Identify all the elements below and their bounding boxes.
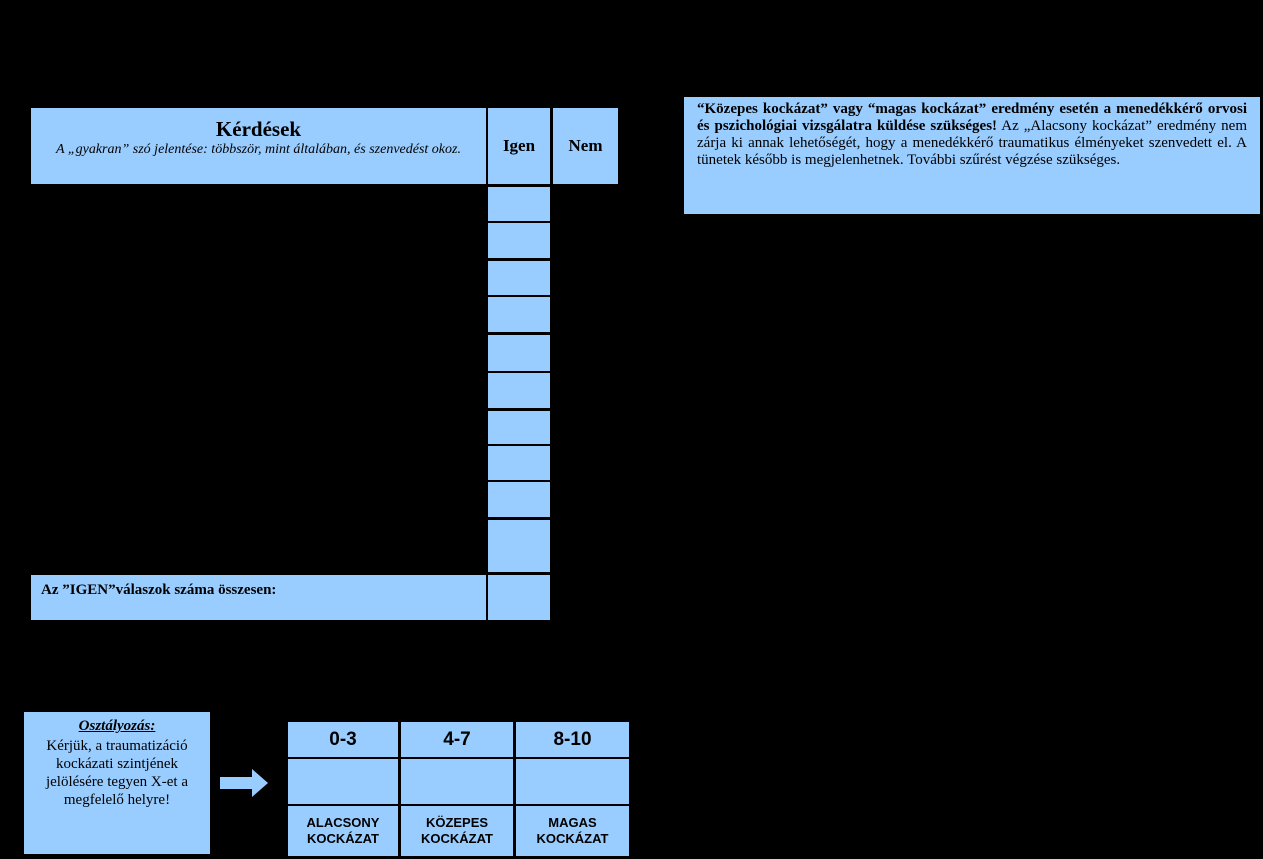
yes-answer-cell-5[interactable] [488, 335, 550, 371]
scale-mark-medium[interactable] [401, 759, 513, 804]
yes-answer-cell-10[interactable] [488, 520, 550, 572]
yes-answer-cell-7[interactable] [488, 411, 550, 444]
classification-box [24, 712, 210, 854]
risk-note-text: Az „Alacsony kockázat” eredmény nem zárja ki annak lehetőségét, hogy a menedékkérő traumatikus élményeket szenvedett el. A tünetek később is megjelenhetnek. További szűrést végzése szükséges. [697, 118, 1247, 168]
yes-total-label: Az ”IGEN”válaszok száma összesen: [31, 575, 486, 620]
no-column-header: Nem [553, 108, 618, 184]
yes-answer-cell-2[interactable] [488, 223, 550, 258]
scale-mark-low[interactable] [288, 759, 398, 804]
yes-answer-cell-9[interactable] [488, 482, 550, 517]
scale-mark-high[interactable] [516, 759, 629, 804]
classification-title: Osztályozás: [78, 718, 156, 734]
yes-answer-cell-4[interactable] [488, 297, 550, 332]
yes-total-cell[interactable] [488, 575, 550, 620]
yes-column-header: Igen [488, 108, 550, 184]
scale-level-high: MAGAS KOCKÁZAT [516, 806, 629, 856]
scale-range-medium: 4-7 [401, 722, 513, 757]
yes-answer-cell-8[interactable] [488, 446, 550, 480]
scale-range-high: 8-10 [516, 722, 629, 757]
scale-range-low: 0-3 [288, 722, 398, 757]
yes-answer-cell-1[interactable] [488, 187, 550, 221]
yes-answer-cell-6[interactable] [488, 373, 550, 408]
risk-note-bold: “Közepes kockázat” vagy “magas kockázat” eredmény esetén a menedékkérő orvosi és pszichológiai vizsgálatra küldése szükséges! [697, 101, 1247, 134]
questions-subtitle: A „gyakran” szó jelentése: többször, mint általában, és szenvedést okoz. [56, 142, 461, 157]
scale-level-low: ALACSONY KOCKÁZAT [288, 806, 398, 856]
arrow-right-icon [220, 769, 268, 797]
questions-header [31, 108, 486, 184]
classification-text: Kérjük, a traumatizáció kockázati szintjének jelölésére tegyen X-et a megfelelő helyre! [45, 738, 188, 808]
questions-title: Kérdések [215, 117, 302, 141]
yes-answer-cell-3[interactable] [488, 261, 550, 295]
scale-level-medium: KÖZEPES KOCKÁZAT [401, 806, 513, 856]
risk-note [684, 97, 1260, 214]
